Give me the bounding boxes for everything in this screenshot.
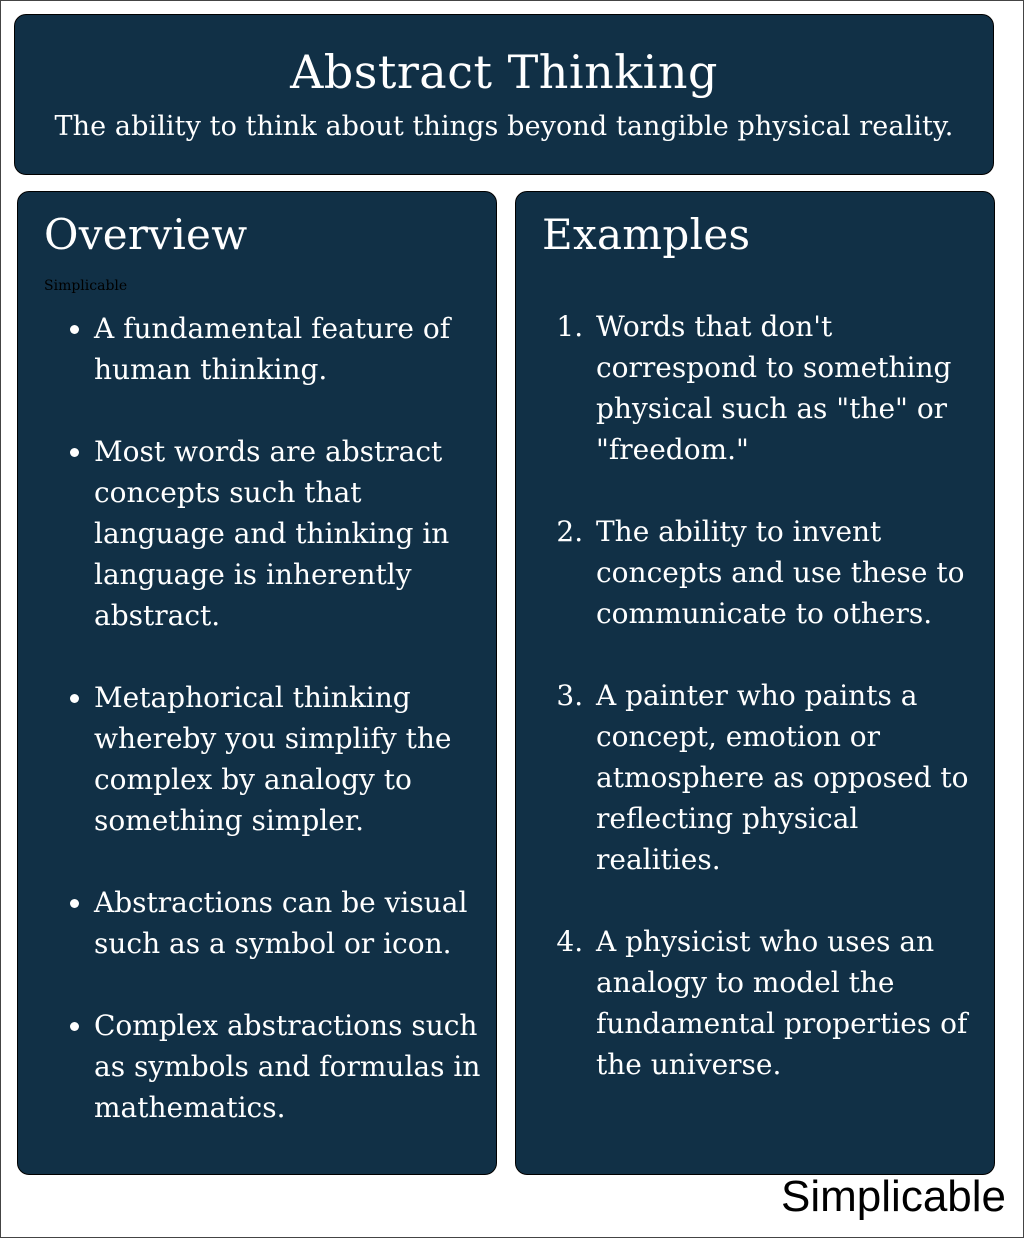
list-item: 4. A physicist who uses an analogy to model the fundamental properties of the universe. — [592, 921, 982, 1085]
list-item: • Most words are abstract concepts such that language and thinking in language is inherently abstract. — [94, 431, 484, 636]
watermark-text: Simplicable — [44, 278, 128, 294]
examples-panel — [515, 191, 995, 1175]
page-title: Abstract Thinking — [290, 45, 718, 99]
brand-logo-text: Simplicable — [781, 1172, 1006, 1221]
list-item: • Metaphorical thinking whereby you simplify the complex by analogy to something simpler. — [94, 677, 484, 841]
list-item: • Abstractions can be visual such as a symbol or icon. — [94, 882, 484, 964]
list-item: 2. The ability to invent concepts and use these to communicate to others. — [592, 511, 982, 634]
examples-heading: Examples — [542, 210, 751, 259]
list-item: 3. A painter who paints a concept, emotion or atmosphere as opposed to reflecting physical realities. — [592, 675, 982, 880]
examples-list — [542, 306, 982, 1126]
overview-heading: Overview — [44, 210, 248, 259]
overview-list — [44, 308, 484, 1169]
list-item: • A fundamental feature of human thinking. — [94, 308, 484, 390]
header-panel — [14, 14, 994, 175]
page-subtitle: The ability to think about things beyond tangible physical reality. — [54, 111, 954, 142]
overview-panel — [17, 191, 497, 1175]
list-item: 1. Words that don't correspond to something physical such as "the" or "freedom." — [592, 306, 982, 470]
list-item: • Complex abstractions such as symbols and formulas in mathematics. — [94, 1005, 484, 1128]
